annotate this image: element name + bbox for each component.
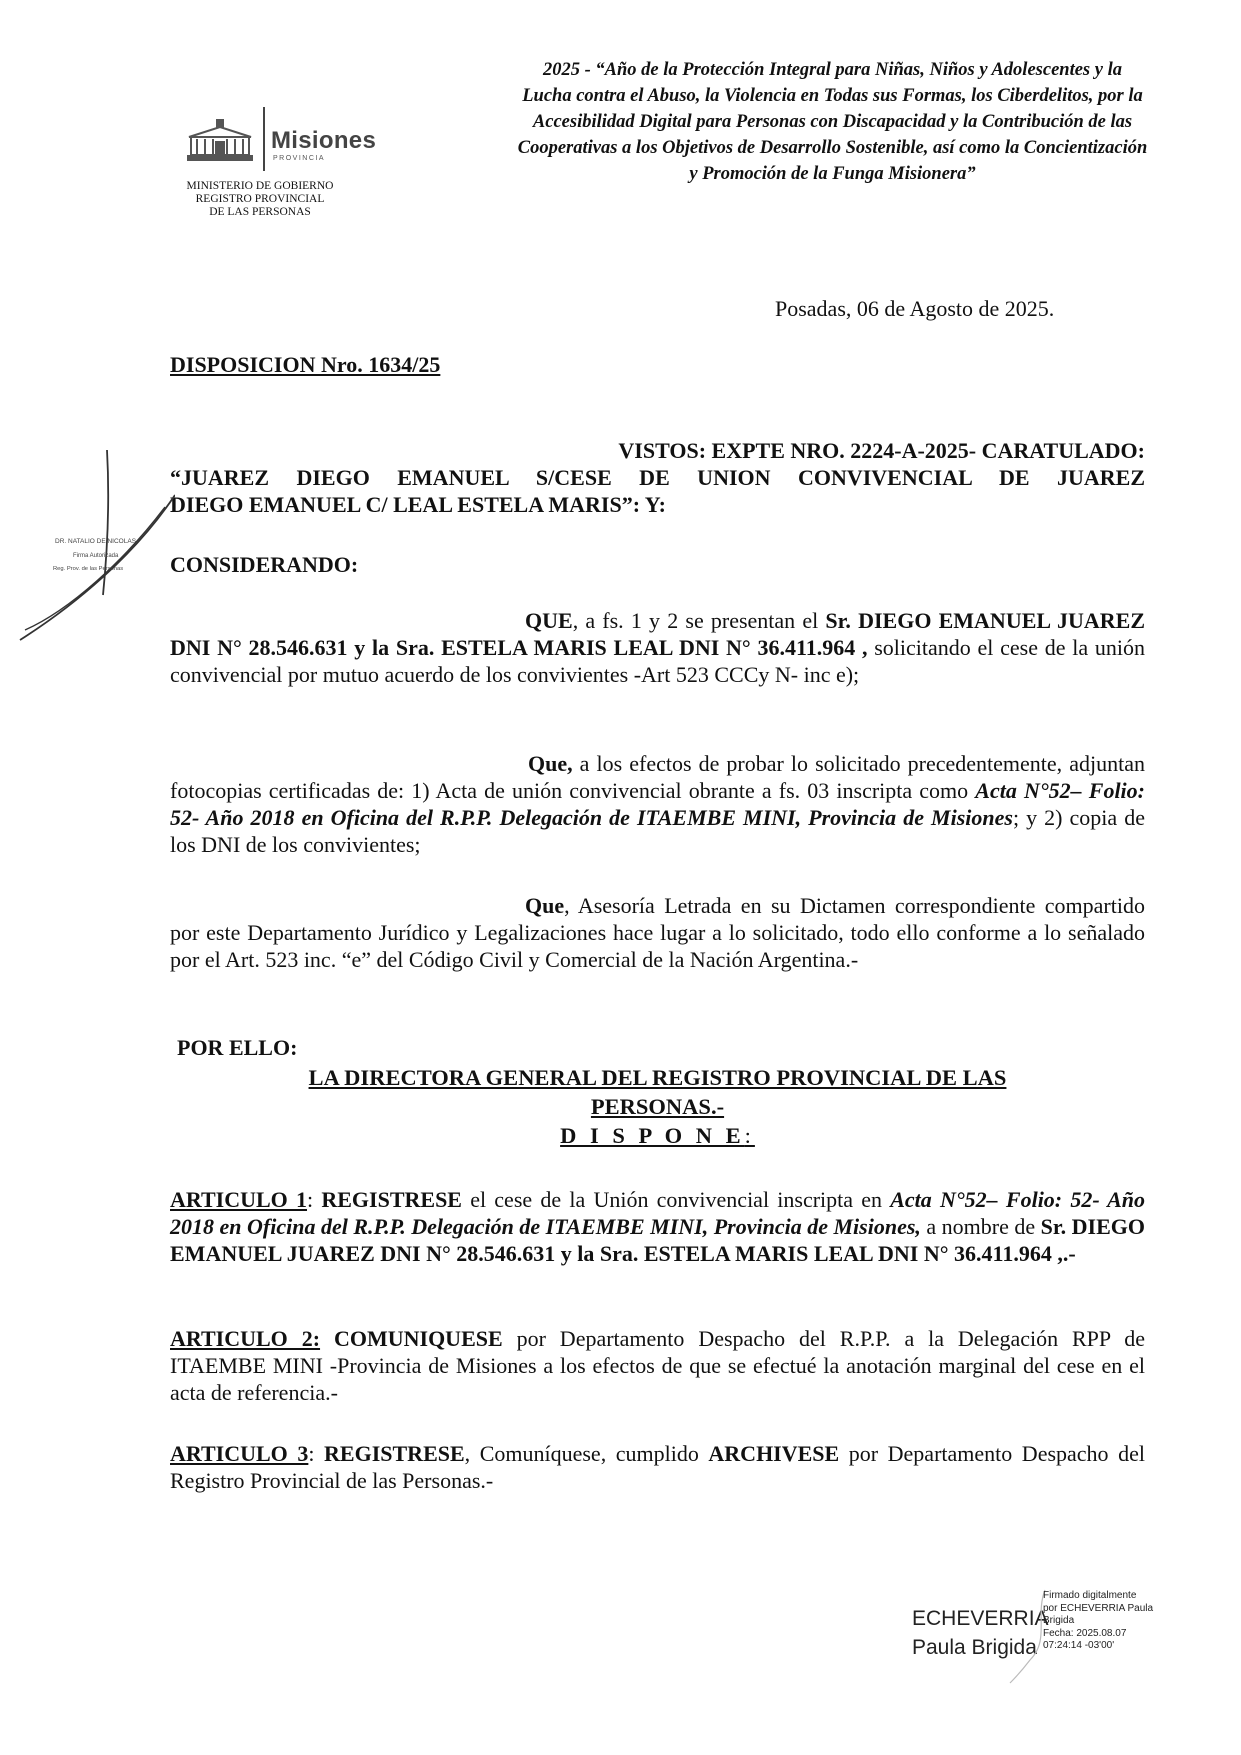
directora-line: PERSONAS.-	[590, 1094, 725, 1119]
articulo-label: ARTICULO 2:	[170, 1326, 321, 1351]
articulo-verb: REGISTRESE	[321, 1187, 462, 1212]
paragraph-text: a los efectos de probar lo solicitado precedentemente, adjuntan fotocopias certificadas de: 1) Acta de unión convivencial obrante a fs. 03 inscripta como	[170, 751, 1145, 803]
considerando-paragraph-3	[170, 892, 1145, 973]
ministry-line: DE LAS PERSONAS	[209, 206, 311, 218]
ministry-line: REGISTRO PROVINCIAL	[195, 193, 325, 205]
dni-text: DNI N° 28.546.631 y la Sra. ESTELA MARIS LEAL DNI N° 36.411.964 ,.-	[374, 1241, 1076, 1266]
ministry-heading	[160, 180, 360, 219]
considerando-paragraph-1	[170, 607, 1145, 688]
que-label: Que	[525, 893, 565, 918]
dispone-heading	[170, 1123, 1145, 1149]
que-label: Que,	[528, 751, 573, 776]
misiones-logo	[165, 95, 377, 165]
articulo-2	[170, 1325, 1145, 1406]
paragraph-text: ; y 2) copia de los DNI de los convivientes;	[170, 805, 1145, 857]
articulo-label: ARTICULO 3	[170, 1441, 309, 1466]
signature-meta-line: por ECHEVERRIA Paula	[1043, 1602, 1154, 1614]
ministry-line: MINISTERIO DE GOBIERNO	[186, 180, 334, 192]
articulo-3	[170, 1440, 1145, 1494]
stamp-line: DR. NATALIO DE NICOLAS	[55, 538, 137, 545]
logo-divider	[263, 107, 265, 171]
por-ello-heading: POR ELLO:	[177, 1035, 298, 1060]
articulo-sep: :	[307, 1187, 322, 1212]
articulo-text: por Departamento Despacho del Registro Provincial de las Personas.-	[170, 1441, 1145, 1493]
person-name: DIEGO EMANUEL JUAREZ	[170, 1214, 1146, 1266]
title-sr: Sr.	[1040, 1214, 1067, 1239]
directora-heading	[170, 1063, 1145, 1121]
articulo-verb: COMUNIQUESE	[333, 1326, 503, 1351]
articulo-text: , Comuníquese, cumplido	[464, 1441, 709, 1466]
motto-line: Cooperativas a los Objetivos de Desarrollo Sostenible, así como la Concientización	[517, 138, 1148, 158]
vistos-line: “JUAREZ DIEGO EMANUEL S/CESE DE UNION CONVIVENCIAL DE JUAREZ	[170, 465, 1145, 490]
considerando-heading: CONSIDERANDO:	[170, 552, 359, 577]
paragraph-text: , a fs. 1 y 2 se presentan el	[572, 608, 826, 633]
title-sr: Sr.	[825, 608, 851, 633]
acta-reference: Acta N°52– Folio: 52- Año 2018 en Oficina del R.P.P. Delegación de ITAEMBE MINI, Provincia de Misiones	[170, 778, 1145, 830]
vistos-line: DIEGO EMANUEL C/ LEAL ESTELA MARIS”: Y:	[170, 492, 666, 517]
stamp-line: Reg. Prov. de las Personas	[53, 566, 124, 572]
que-label: QUE	[525, 608, 573, 633]
logo-wordmark: Misiones	[271, 127, 377, 154]
disposicion-number: DISPOSICION Nro. 1634/25	[170, 352, 441, 377]
signature-meta-line: 07:24:14 -03'00'	[1043, 1640, 1115, 1651]
paragraph-text: , Asesoría Letrada en su Dictamen correspondiente compartido por este Departamento Jurídico y Legalizaciones hace lugar a lo solicitado, todo ello conforme a lo señalado por el Art. 523 inc. “e” del Código Civil y Comercial de la Nación Argentina.-	[170, 893, 1145, 972]
articulo-text: el cese de la Unión convivencial inscripta en	[461, 1187, 891, 1212]
dni-text: DNI N° 28.546.631 y la Sra. ESTELA MARIS LEAL DNI N° 36.411.964 ,	[170, 635, 868, 660]
year-motto	[455, 57, 1210, 187]
dispone-colon: :	[744, 1123, 755, 1148]
articulo-sep: :	[308, 1441, 325, 1466]
acta-reference: Acta N°52– Folio: 52- Año 2018 en Oficina del R.P.P. Delegación de ITAEMBE MINI, Provincia de Misiones,	[170, 1187, 1145, 1239]
articulo-verb: ARCHIVESE	[708, 1441, 840, 1466]
signature-meta-line: Brigida	[1043, 1615, 1075, 1626]
articulo-text: por Departamento Despacho del R.P.P. a la Delegación RPP de ITAEMBE MINI -Provincia de Misiones a los efectos de que se efectué la anotación marginal del cese en el acta de referencia.-	[170, 1326, 1146, 1405]
paragraph-text: solicitando el cese de la unión convivencial por mutuo acuerdo de los convivientes -Art 523 CCCy N- inc e);	[170, 635, 1145, 687]
person-name: DIEGO EMANUEL JUAREZ	[858, 608, 1146, 633]
vistos-block	[170, 437, 1145, 518]
logo-subtitle: PROVINCIA	[273, 155, 326, 162]
motto-line: y Promoción de la Funga Misionera”	[689, 164, 976, 184]
articulo-1	[170, 1186, 1145, 1267]
motto-line: Lucha contra el Abuso, la Violencia en Todas sus Formas, los Ciberdelitos, por la	[522, 86, 1143, 106]
articulo-text: a nombre de	[920, 1214, 1041, 1239]
digital-signature-metadata	[1043, 1590, 1193, 1653]
stamp-line: Firma Autorizada	[73, 553, 119, 559]
document-date: Posadas, 06 de Agosto de 2025.	[775, 296, 1055, 321]
dispone-text: D I S P O N E	[560, 1123, 745, 1148]
motto-line: Accesibilidad Digital para Personas con Discapacidad y la Contribución de las	[532, 112, 1133, 132]
government-house-icon	[185, 115, 255, 165]
articulo-label: ARTICULO 1	[170, 1187, 308, 1212]
directora-line: LA DIRECTORA GENERAL DEL REGISTRO PROVINCIAL DE LAS	[308, 1065, 1007, 1090]
margin-initial-stamp	[15, 445, 175, 645]
motto-line: 2025 - “Año de la Protección Integral para Niñas, Niños y Adolescentes y la	[543, 60, 1122, 80]
signer-surname: ECHEVERRIA	[912, 1607, 1049, 1630]
considerando-paragraph-2	[170, 750, 1145, 858]
signature-meta-line: Firmado digitalmente	[1043, 1590, 1137, 1601]
articulo-verb: REGISTRESE	[324, 1441, 465, 1466]
signature-meta-line: Fecha: 2025.08.07	[1043, 1627, 1127, 1639]
signer-given-name: Paula Brigida	[912, 1636, 1037, 1659]
vistos-line: VISTOS: EXPTE NRO. 2224-A-2025- CARATULADO:	[618, 438, 1145, 463]
